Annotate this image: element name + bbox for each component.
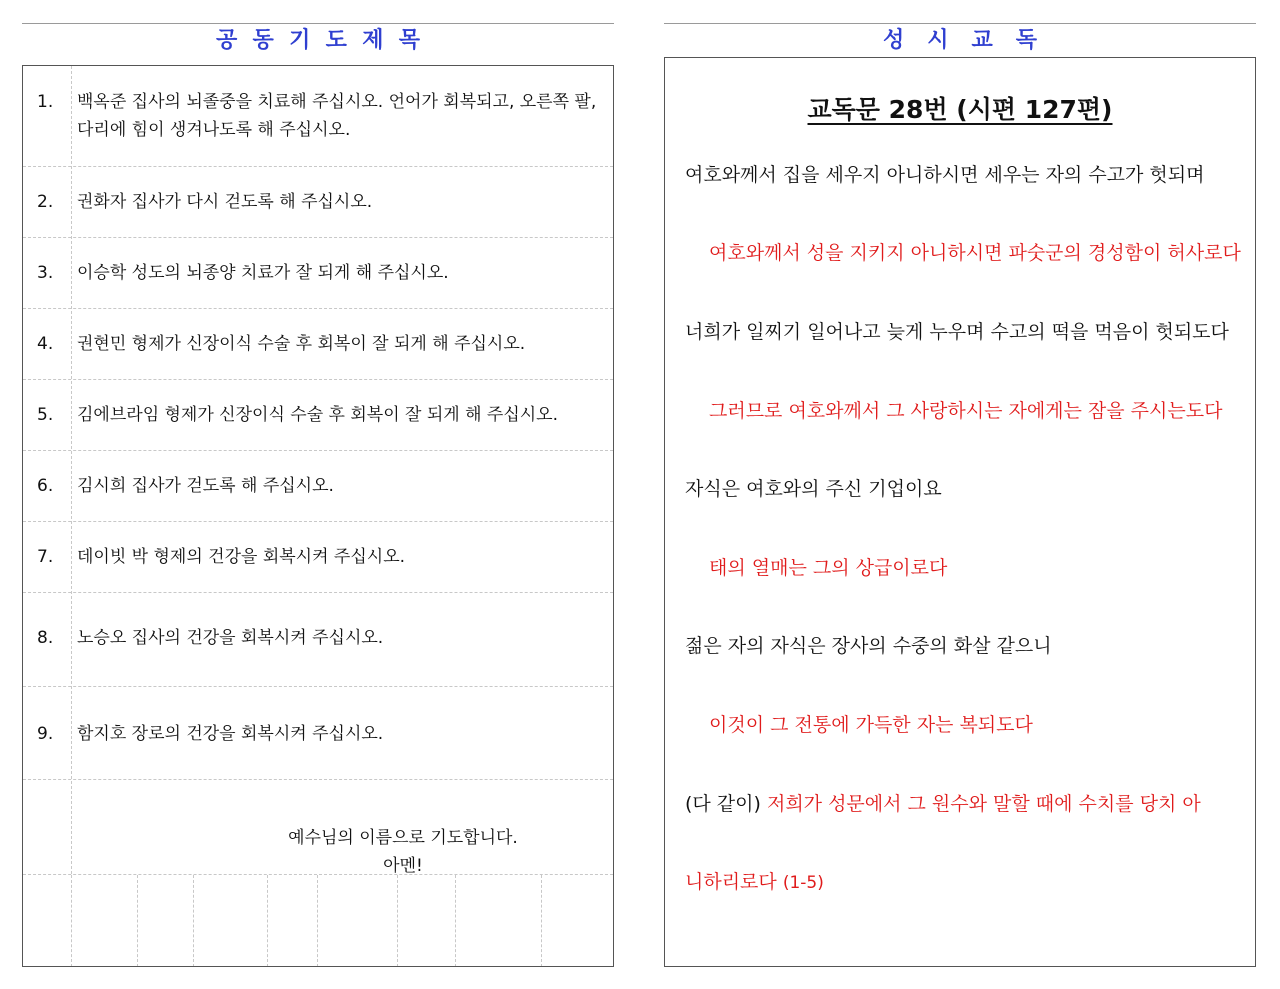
prayer-item xyxy=(23,522,613,593)
unison-verse xyxy=(685,791,1245,817)
verse-reference: (1-5) xyxy=(782,873,824,893)
amen-line: 아멘! xyxy=(383,856,423,876)
prayer-item xyxy=(23,167,613,238)
prayer-text: 이승학 성도의 뇌종양 치료가 잘 되게 해 주십시오. xyxy=(77,263,449,283)
prayer-number: 5. xyxy=(37,405,54,425)
prayer-text: 노승오 집사의 건강을 회복시켜 주십시오. xyxy=(77,628,384,648)
leader-verse: 자식은 여호와의 주신 기업이요 xyxy=(685,478,942,500)
prayer-text: 함지호 장로의 건강을 회복시켜 주십시오. xyxy=(77,724,384,744)
prayer-item xyxy=(23,66,613,167)
unison-label: (다 같이) xyxy=(685,793,767,815)
prayer-item xyxy=(23,593,613,687)
prayer-number: 4. xyxy=(37,334,54,354)
unison-text-end: 니하리로다 xyxy=(685,871,783,893)
prayer-number: 7. xyxy=(37,547,54,567)
grid-divider xyxy=(455,875,456,967)
congregation-verse: 그러므로 여호와께서 그 사랑하시는 자에게는 잠을 주시는도다 xyxy=(709,400,1223,422)
prayer-number: 2. xyxy=(37,192,54,212)
grid-divider xyxy=(193,875,194,967)
prayer-text: 김시희 집사가 걷도록 해 주십시오. xyxy=(77,476,334,496)
prayer-item xyxy=(23,380,613,451)
prayer-text: 데이빗 박 형제의 건강을 회복시켜 주십시오. xyxy=(77,547,406,567)
leader-verse: 여호와께서 집을 세우지 아니하시면 세우는 자의 수고가 헛되며 xyxy=(685,164,1205,186)
right-section-title: 성 시 교 독 xyxy=(664,23,1256,58)
closing-line: 예수님의 이름으로 기도합니다. xyxy=(288,828,518,848)
prayer-item xyxy=(23,238,613,309)
prayer-number: 1. xyxy=(37,92,54,112)
grid-divider xyxy=(137,875,138,967)
reading-title xyxy=(665,90,1255,126)
prayer-number: 3. xyxy=(37,263,54,283)
prayer-text: 김에브라임 형제가 신장이식 수술 후 회복이 잘 되게 해 주십시오. xyxy=(77,405,559,425)
unison-text: 저희가 성문에서 그 원수와 말할 때에 수치를 당치 아 xyxy=(766,793,1201,815)
prayer-item xyxy=(23,451,613,522)
prayer-item xyxy=(23,309,613,380)
left-section-title: 공 동 기 도 제 목 xyxy=(22,23,614,58)
leader-verse: 너희가 일찌기 일어나고 늦게 누우며 수고의 떡을 먹음이 헛되도다 xyxy=(685,321,1229,343)
congregation-verse: 이것이 그 전통에 가득한 자는 복되도다 xyxy=(709,714,1033,736)
reading-title-text: 교독문 28번 (시편 127편) xyxy=(807,95,1113,124)
grid-divider xyxy=(541,875,542,967)
prayer-number: 6. xyxy=(37,476,54,496)
unison-verse-end xyxy=(685,869,1245,896)
blank-grid xyxy=(23,874,613,967)
prayer-text: 백옥준 집사의 뇌졸중을 치료해 주십시오. 언어가 회복되고, 오른쪽 팔, 다리에 힘이 생겨나도록 해 주십시오. xyxy=(77,92,597,140)
prayer-text: 권화자 집사가 다시 걷도록 해 주십시오. xyxy=(77,192,373,212)
prayer-text: 권현민 형제가 신장이식 수술 후 회복이 잘 되게 해 주십시오. xyxy=(77,334,526,354)
prayer-item xyxy=(23,687,613,780)
grid-divider xyxy=(397,875,398,967)
leader-verse: 젊은 자의 자식은 장사의 수중의 화살 같으니 xyxy=(685,635,1052,657)
grid-divider xyxy=(71,875,72,967)
closing-prayer xyxy=(243,824,563,880)
congregation-verse: 태의 열매는 그의 상급이로다 xyxy=(709,557,948,579)
grid-divider xyxy=(267,875,268,967)
prayer-number: 8. xyxy=(37,628,54,648)
grid-divider xyxy=(317,875,318,967)
congregation-verse: 여호와께서 성을 지키지 아니하시면 파숫군의 경성함이 허사로다 xyxy=(709,242,1241,264)
prayer-list-panel xyxy=(22,65,614,967)
responsive-reading-panel xyxy=(664,57,1256,967)
prayer-number: 9. xyxy=(37,724,54,744)
